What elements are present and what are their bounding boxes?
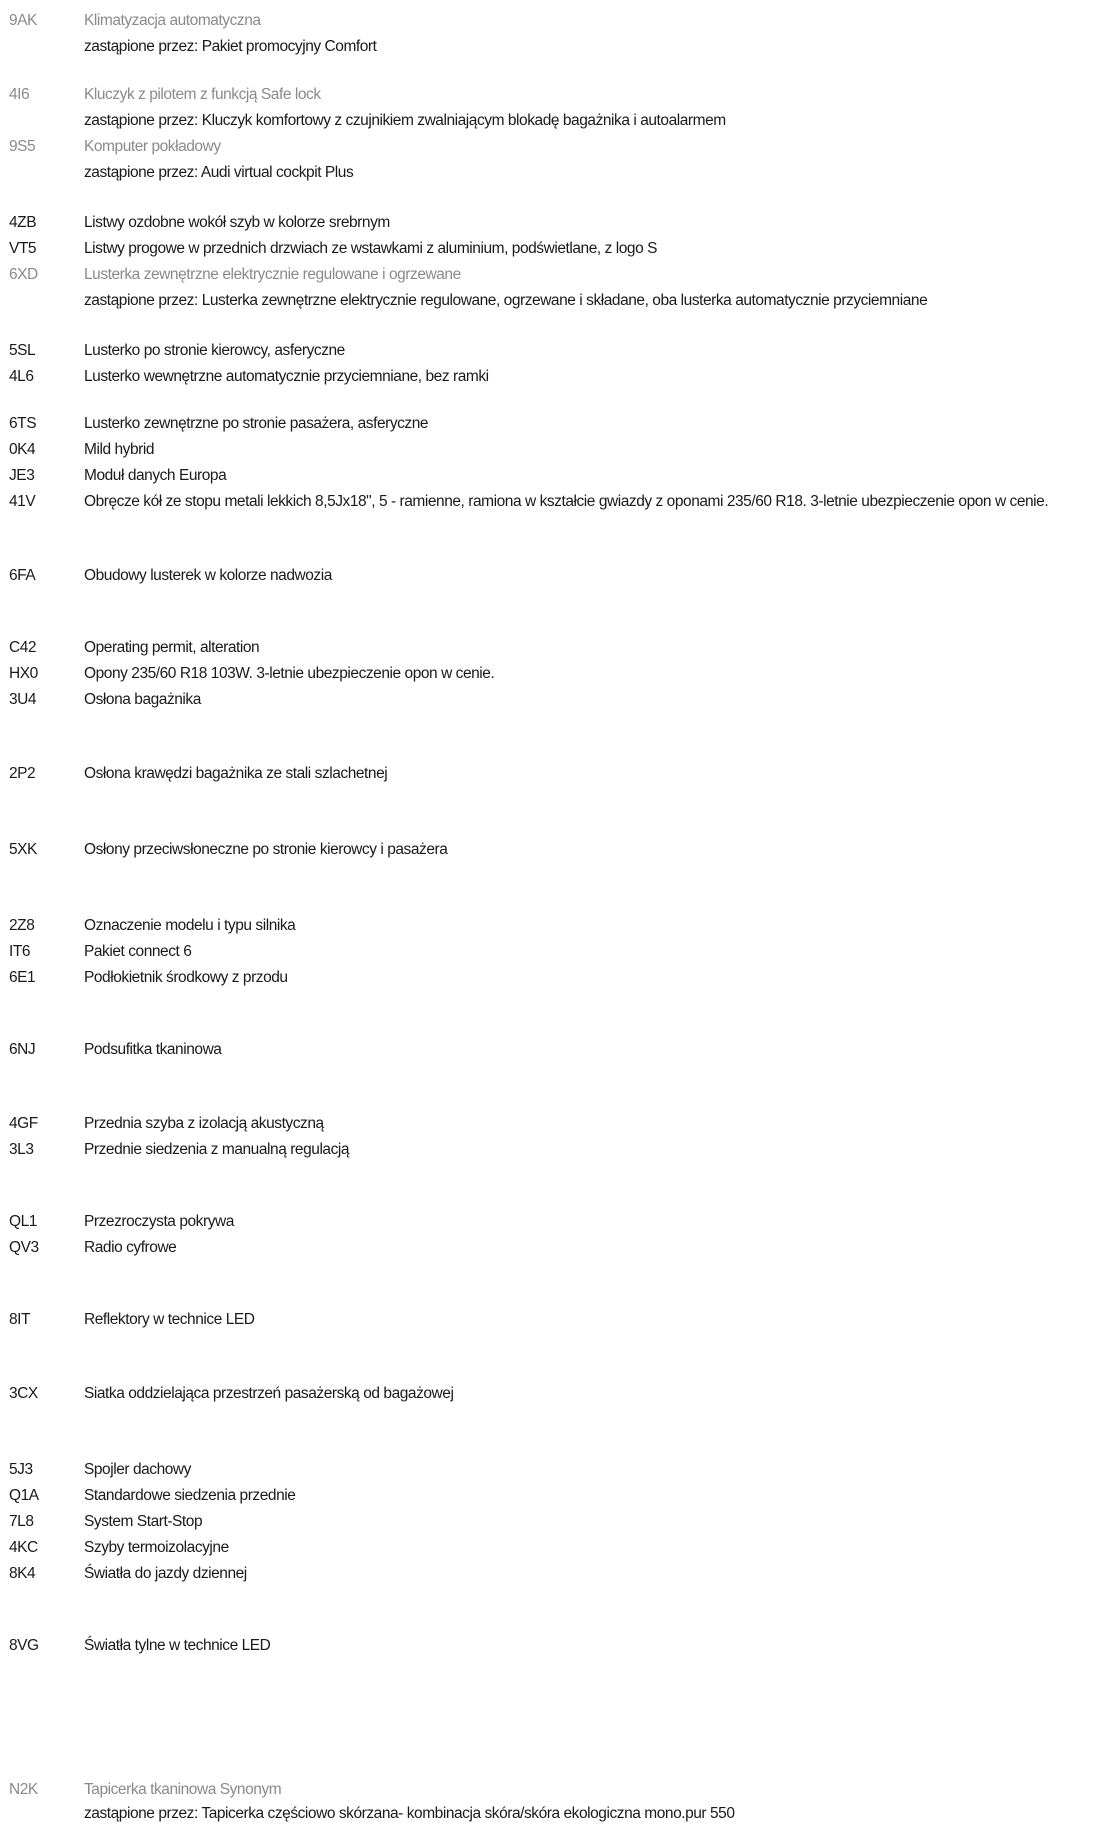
equipment-label: Przednia szyba z izolacją akustyczną	[84, 1115, 324, 1132]
equipment-code: VT5	[9, 240, 37, 257]
equipment-label: Moduł danych Europa	[84, 467, 227, 484]
equipment-code: 4ZB	[9, 214, 37, 231]
equipment-code: QL1	[9, 1213, 37, 1230]
equipment-label: Mild hybrid	[84, 441, 154, 458]
replacement-text: zastąpione przez: Audi virtual cockpit Plus	[84, 164, 354, 181]
equipment-code: 6FA	[9, 567, 36, 584]
equipment-code: N2K	[9, 1781, 38, 1798]
equipment-code: 41V	[9, 493, 36, 510]
equipment-label: Pakiet connect 6	[84, 943, 192, 960]
equipment-code: 8K4	[9, 1565, 36, 1582]
equipment-label: Siatka oddzielająca przestrzeń pasażerską od bagażowej	[84, 1385, 454, 1402]
replacement-text: zastąpione przez: Pakiet promocyjny Comfort	[84, 38, 377, 55]
equipment-code: 3L3	[9, 1141, 34, 1158]
equipment-code: C42	[9, 639, 37, 656]
replacement-text: zastąpione przez: Lusterka zewnętrzne elektrycznie regulowane, ogrzewane i składane, oba lusterka automatycznie przyciemniane	[84, 292, 928, 309]
equipment-label: Podłokietnik środkowy z przodu	[84, 969, 288, 986]
equipment-label: Lusterko zewnętrzne po stronie pasażera, asferyczne	[84, 415, 429, 432]
equipment-label: System Start-Stop	[84, 1513, 203, 1530]
equipment-label: Lusterko wewnętrzne automatycznie przyciemniane, bez ramki	[84, 368, 489, 385]
equipment-code: 6XD	[9, 266, 38, 283]
equipment-code: 5XK	[9, 841, 37, 858]
equipment-label: Oznaczenie modelu i typu silnika	[84, 917, 296, 934]
equipment-code: QV3	[9, 1239, 39, 1256]
equipment-label: Radio cyfrowe	[84, 1239, 177, 1256]
equipment-code: 3CX	[9, 1385, 38, 1402]
equipment-label: Szyby termoizolacyjne	[84, 1539, 229, 1556]
equipment-label: Osłony przeciwsłoneczne po stronie kierowcy i pasażera	[84, 841, 448, 858]
replacement-text: zastąpione przez: Tapicerka częściowo skórzana- kombinacja skóra/skóra ekologiczna mono.pur 550	[84, 1805, 735, 1822]
equipment-label: Światła tylne w technice LED	[84, 1637, 271, 1654]
equipment-label: Kluczyk z pilotem z funkcją Safe lock	[84, 86, 321, 103]
equipment-code: 0K4	[9, 441, 36, 458]
equipment-code: Q1A	[9, 1487, 39, 1504]
equipment-code: 8VG	[9, 1637, 39, 1654]
equipment-label: Obudowy lusterek w kolorze nadwozia	[84, 567, 332, 584]
equipment-label: Listwy ozdobne wokół szyb w kolorze srebrnym	[84, 214, 390, 231]
equipment-code: JE3	[9, 467, 35, 484]
equipment-label: Lusterka zewnętrzne elektrycznie regulowane i ogrzewane	[84, 266, 461, 283]
equipment-code: 9AK	[9, 12, 37, 29]
equipment-label: Światła do jazdy dziennej	[84, 1565, 247, 1582]
equipment-label: Standardowe siedzenia przednie	[84, 1487, 296, 1504]
equipment-label: Tapicerka tkaninowa Synonym	[84, 1781, 282, 1798]
equipment-label: Listwy progowe w przednich drzwiach ze wstawkami z aluminium, podświetlane, z logo S	[84, 240, 657, 257]
equipment-label: Reflektory w technice LED	[84, 1311, 255, 1328]
equipment-code: IT6	[9, 943, 31, 960]
equipment-code: 7L8	[9, 1513, 34, 1530]
equipment-code: 4GF	[9, 1115, 38, 1132]
equipment-code: 8IT	[9, 1311, 31, 1328]
equipment-label: Przezroczysta pokrywa	[84, 1213, 234, 1230]
equipment-label: Obręcze kół ze stopu metali lekkich 8,5Jx18", 5 - ramienne, ramiona w kształcie gwiazdy z oponami 235/60 R18. 3-letnie ubezpieczenie opon w cenie.	[84, 493, 1049, 510]
equipment-code: 6E1	[9, 969, 36, 986]
equipment-label: Operating permit, alteration	[84, 639, 260, 656]
equipment-label: Lusterko po stronie kierowcy, asferyczne	[84, 342, 345, 359]
equipment-code: 5SL	[9, 342, 36, 359]
equipment-code: 4I6	[9, 86, 30, 103]
equipment-code: HX0	[9, 665, 38, 682]
equipment-code: 6TS	[9, 415, 37, 432]
equipment-label: Przednie siedzenia z manualną regulacją	[84, 1141, 350, 1158]
equipment-code: 4L6	[9, 368, 34, 385]
equipment-code: 5J3	[9, 1461, 33, 1478]
equipment-code: 2Z8	[9, 917, 35, 934]
equipment-code: 6NJ	[9, 1041, 36, 1058]
equipment-label: Osłona bagażnika	[84, 691, 201, 708]
equipment-label: Spojler dachowy	[84, 1461, 191, 1478]
equipment-label: Podsufitka tkaninowa	[84, 1041, 222, 1058]
equipment-code: 3U4	[9, 691, 37, 708]
equipment-code: 9S5	[9, 138, 36, 155]
equipment-label: Komputer pokładowy	[84, 138, 221, 155]
equipment-label: Opony 235/60 R18 103W. 3-letnie ubezpieczenie opon w cenie.	[84, 665, 495, 682]
equipment-label: Klimatyzacja automatyczna	[84, 12, 261, 29]
equipment-code: 2P2	[9, 765, 36, 782]
equipment-code: 4KC	[9, 1539, 38, 1556]
equipment-label: Osłona krawędzi bagażnika ze stali szlachetnej	[84, 765, 388, 782]
replacement-text: zastąpione przez: Kluczyk komfortowy z czujnikiem zwalniającym blokadę bagażnika i autoalarmem	[84, 112, 726, 129]
